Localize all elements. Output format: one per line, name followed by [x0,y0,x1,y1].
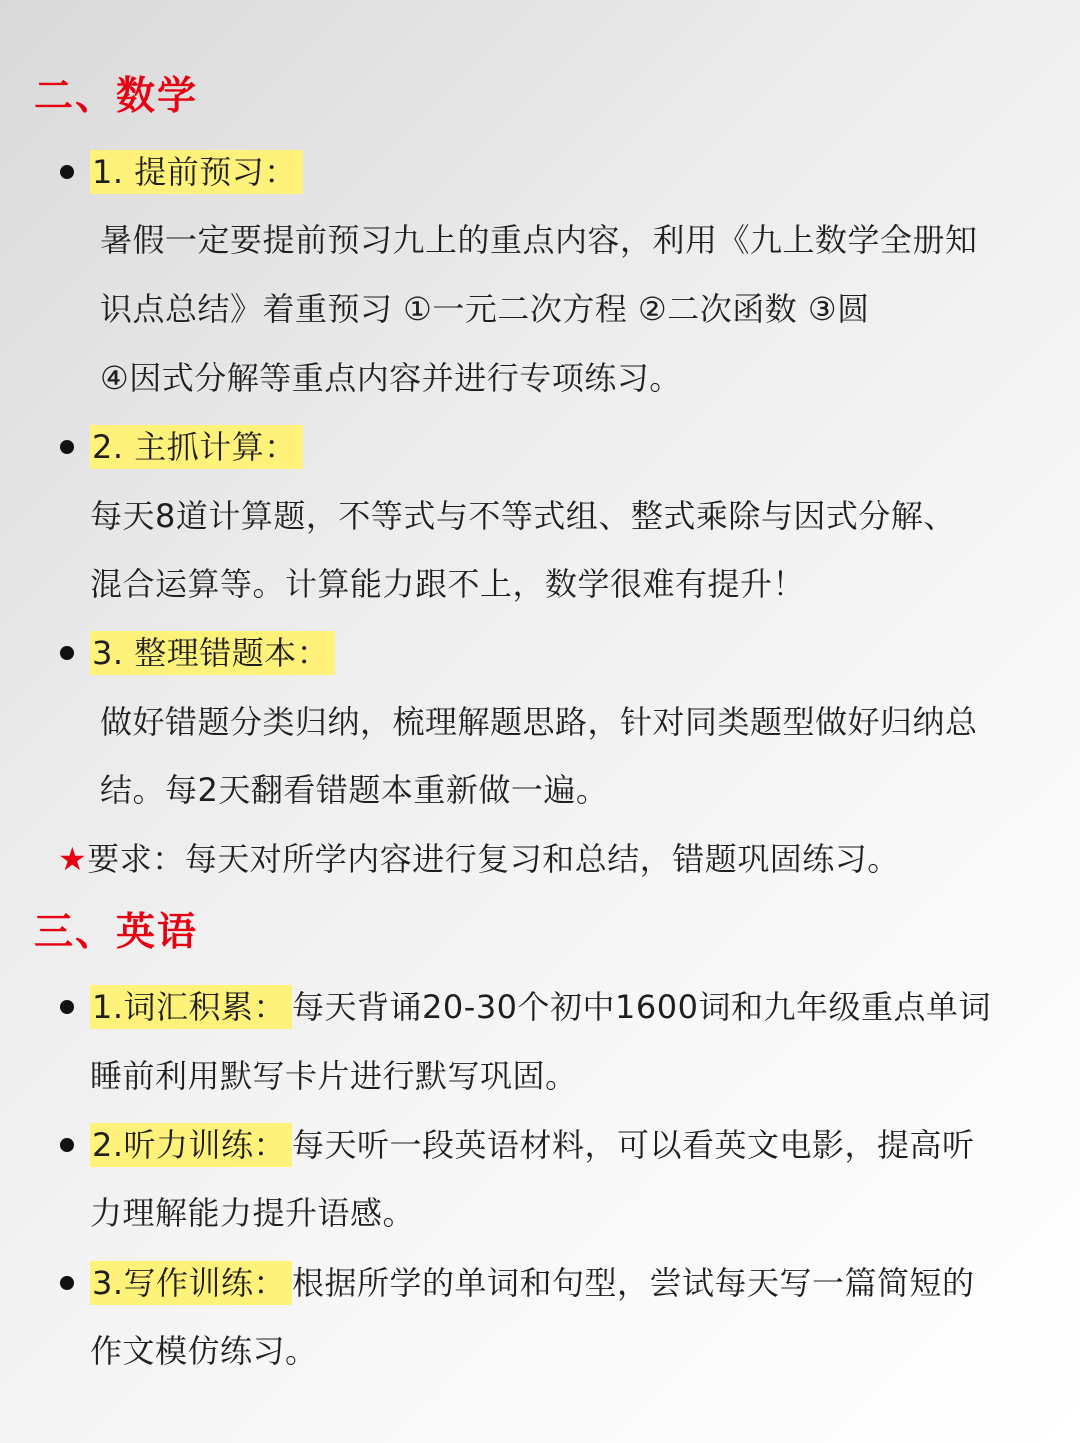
bullet-dot [60,165,74,179]
english-item1-label: 1.词汇积累： [90,985,292,1029]
math-item2-label: 2. 主抓计算： [90,425,303,469]
bullet-dot [60,440,74,454]
math-item1-label: 1. 提前预习： [90,150,303,194]
bullet-dot [60,1138,74,1152]
english-item3-line2: 作文模仿练习。 [90,1332,318,1370]
english-item2-line2: 力理解能力提升语感。 [90,1194,416,1232]
bullet-dot [60,646,74,660]
math-item2-line2: 混合运算等。计算能力跟不上，数学很难有提升！ [90,565,806,603]
math-section-title: 二、数学 [34,74,199,119]
english-item2-line1 [90,1123,975,1167]
english-item1-line2: 睡前利用默写卡片进行默写巩固。 [90,1057,578,1095]
math-item1-line3: ④因式分解等重点内容并进行专项练习。 [100,359,682,397]
math-item3-line1: 做好错题分类归纳，梳理解题思路，针对同类题型做好归纳总 [100,703,978,741]
math-item3-line2: 结。每2天翻看错题本重新做一遍。 [100,771,609,809]
english-item3-first-line: 根据所学的单词和句型，尝试每天写一篇简短的 [292,1264,975,1302]
math-item1-heading [90,150,303,194]
math-item3-label: 3. 整理错题本： [90,631,335,675]
math-requirement [58,837,900,881]
math-item2-heading [90,425,303,469]
english-item2-first-line: 每天听一段英语材料，可以看英文电影，提高听 [292,1126,975,1164]
math-requirement-text: 要求：每天对所学内容进行复习和总结，错题巩固练习。 [87,840,900,878]
bullet-dot [60,1276,74,1290]
english-item3-label: 3.写作训练： [90,1261,292,1305]
english-item1-line1 [90,985,991,1029]
math-item1-line1: 暑假一定要提前预习九上的重点内容，利用《九上数学全册知 [100,221,978,259]
english-item2-label: 2.听力训练： [90,1123,292,1167]
math-item2-line1: 每天8道计算题，不等式与不等式组、整式乘除与因式分解、 [90,497,956,535]
bullet-dot [60,1000,74,1014]
math-item1-line2: 识点总结》着重预习 ①一元二次方程 ②二次函数 ③圆 [100,290,870,328]
math-item3-heading [90,631,335,675]
english-item1-first-line: 每天背诵20-30个初中1600词和九年级重点单词 [292,988,991,1026]
star-icon: ★ [58,840,88,878]
english-item3-line1 [90,1261,975,1305]
english-section-title: 三、英语 [34,910,199,955]
